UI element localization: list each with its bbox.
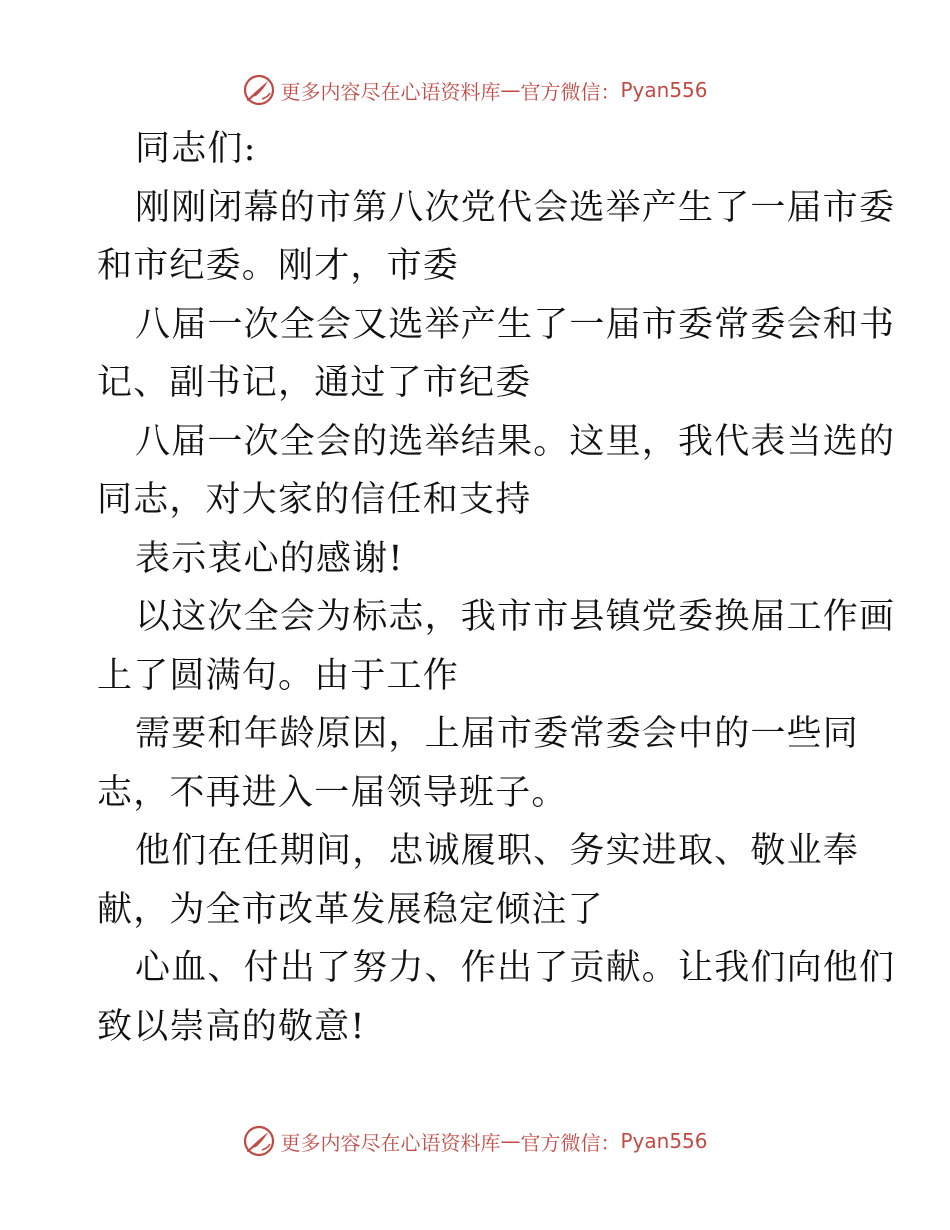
- banner-label: 官方微信：: [520, 79, 621, 104]
- body-line: 和市纪委。刚才，市委: [97, 246, 460, 286]
- footer-banner: [0, 1121, 950, 1161]
- body-line: 他们在任期间，忠诚履职、务实进取、敬业奉: [135, 831, 860, 871]
- body-line: 需要和年龄原因，上届市委常委会中的一些同: [135, 714, 860, 754]
- body-line: 上了圆满句。由于工作: [97, 655, 460, 696]
- document-body: [97, 120, 896, 1056]
- body-line: 致以崇高的敬意!: [97, 1006, 366, 1047]
- banner-label: 官方微信：: [520, 1130, 621, 1155]
- banner-slogan: 更多内容尽在心语资料库: [280, 79, 501, 104]
- body-line: 记、副书记，通过了市纪委: [97, 363, 532, 403]
- body-line: 八届一次全会又选举产生了一届市委常委会和书: [135, 304, 896, 345]
- header-banner: [0, 70, 950, 110]
- banner-dash: —: [500, 78, 521, 102]
- body-line: 表示衷心的感谢!: [135, 538, 404, 579]
- banner-handle: Pyan556: [620, 1129, 708, 1153]
- quill-pen-logo-icon: [242, 1124, 276, 1158]
- body-line: 献，为全市改革发展稳定倾注了: [97, 889, 604, 930]
- body-line: 同志们:: [135, 129, 257, 169]
- banner-slogan: 更多内容尽在心语资料库: [280, 1130, 501, 1155]
- quill-pen-logo-icon: [242, 73, 276, 107]
- body-line: 八届一次全会的选举结果。这里，我代表当选的: [135, 421, 896, 462]
- body-line: 刚刚闭幕的市第八次党代会选举产生了一届市委: [135, 187, 896, 228]
- banner-handle: Pyan556: [620, 78, 708, 102]
- body-line: 同志，对大家的信任和支持: [97, 480, 532, 520]
- body-line: 志，不再进入一届领导班子。: [97, 772, 568, 813]
- body-line: 以这次全会为标志，我市市县镇党委换届工作画: [135, 597, 896, 637]
- banner-dash: —: [500, 1129, 521, 1153]
- body-line: 心血、付出了努力、作出了贡献。让我们向他们: [135, 948, 896, 988]
